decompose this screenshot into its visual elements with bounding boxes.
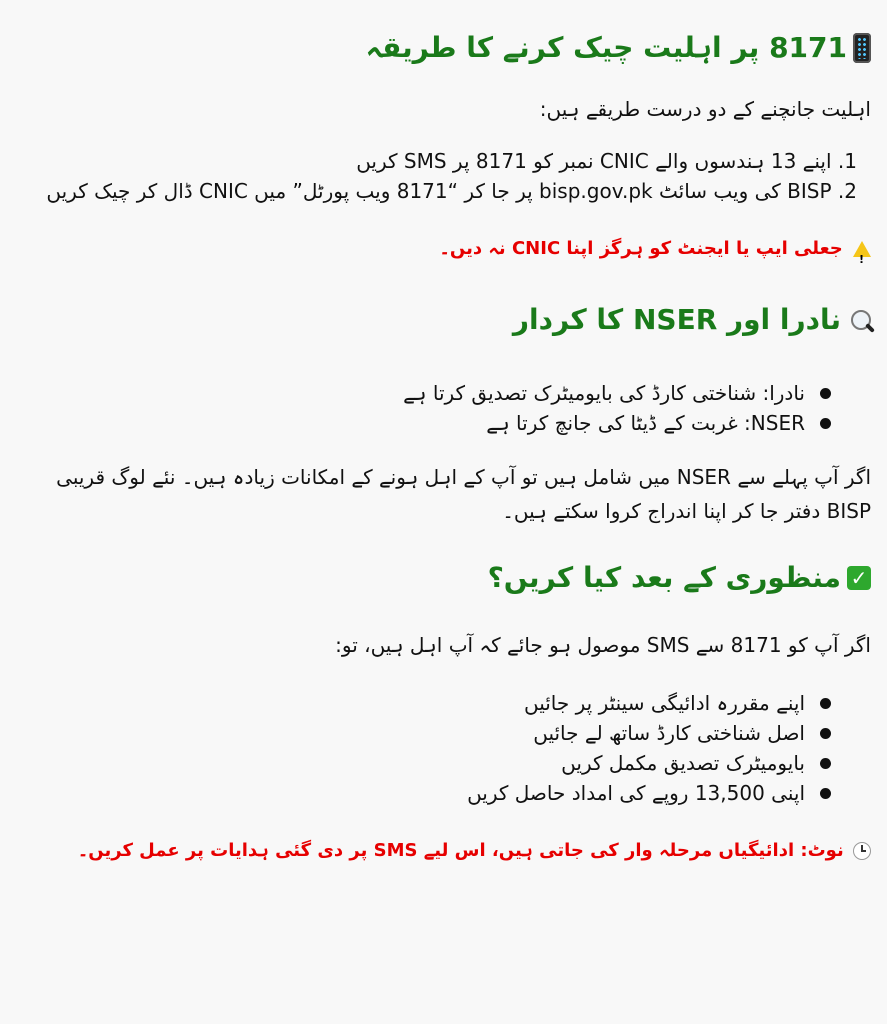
list-item: بایومیٹرک تصدیق مکمل کریں	[16, 748, 831, 778]
heading-text: نادرا اور NSER کا کردار	[512, 303, 841, 336]
list-item: اپنے مقررہ ادائیگی سینٹر پر جائیں	[16, 688, 831, 718]
check-mark-icon: ✓	[847, 566, 871, 590]
approval-intro-text: اگر آپ کو 8171 سے SMS موصول ہو جائے کہ آپ اہل ہیں، تو:	[335, 633, 871, 657]
section-heading-nadra-nser	[16, 300, 871, 340]
step-item: 2. BISP کی ویب سائٹ bisp.gov.pk پر جا کر “8171 ویب پورٹل” میں CNIC ڈال کر چیک کریں	[46, 179, 857, 203]
warning-text	[16, 232, 871, 266]
heading-text: 8171 پر اہلیت چیک کرنے کا طریقہ	[365, 31, 847, 64]
list-item: نادرا: شناختی کارڈ کی بایومیٹرک تصدیق کرتا ہے	[16, 378, 831, 408]
nser-paragraph: اگر آپ پہلے سے NSER میں شامل ہیں تو آپ کے اہل ہونے کے امکانات زیادہ ہیں۔ نئے لوگ قریبی BISP دفتر جا کر اپنا اندراج کروا سکتے ہیں۔	[56, 465, 871, 523]
step-item: 1. اپنے 13 ہندسوں والے CNIC نمبر کو 8171 پر SMS کریں	[356, 149, 857, 173]
heading-text: منظوری کے بعد کیا کریں؟	[487, 561, 841, 594]
note-text	[16, 834, 871, 868]
list-item: NSER: غربت کے ڈیٹا کی جانچ کرتا ہے	[16, 408, 831, 438]
list-item: اصل شناختی کارڈ ساتھ لے جائیں	[16, 718, 831, 748]
steps-list	[16, 146, 871, 206]
intro-text: اہلیت جانچنے کے دو درست طریقے ہیں:	[539, 97, 871, 121]
magnifying-glass-icon	[851, 310, 871, 330]
warning-icon	[853, 241, 871, 257]
roles-list	[16, 378, 871, 438]
note-message: نوٹ: ادائیگیاں مرحلہ وار کی جاتی ہیں، اس لیے SMS پر دی گئی ہدایات پر عمل کریں۔	[77, 840, 844, 861]
section-heading-after-approval	[16, 558, 871, 598]
section-heading-eligibility-check	[16, 28, 871, 68]
warning-message: جعلی ایپ یا ایجنٹ کو ہرگز اپنا CNIC نہ دیں۔	[439, 238, 843, 259]
approval-steps-list	[16, 688, 871, 808]
mobile-phone-icon	[853, 33, 871, 63]
clock-icon	[853, 842, 871, 860]
list-item: اپنی 13,500 روپے کی امداد حاصل کریں	[16, 778, 831, 808]
